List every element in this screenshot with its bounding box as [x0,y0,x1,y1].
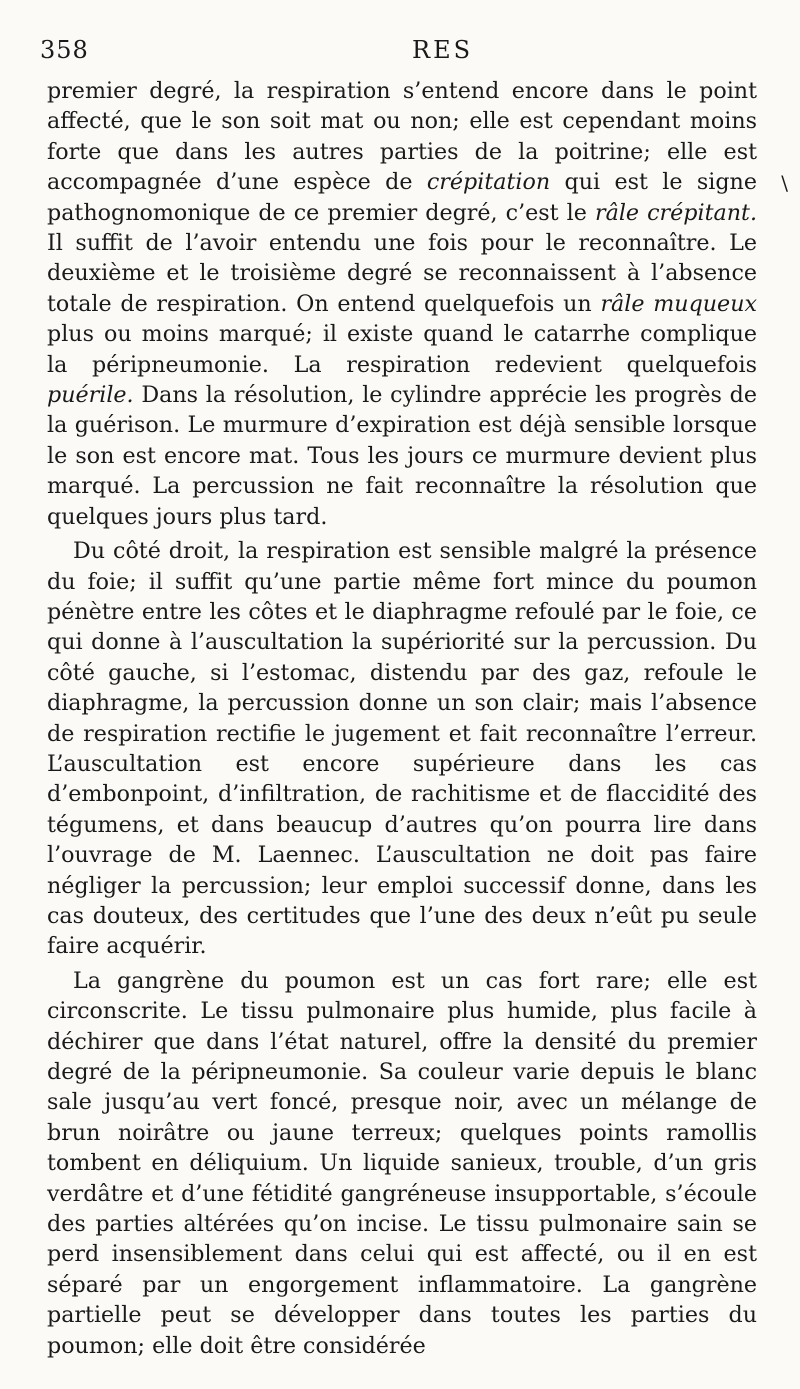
text-run: premier degré, la respiration s’entend encore dans le point affecté, que le son soit mat ou non; elle est cependant moins forte que dans les autres parties de la poitrine; elle est accompagnée d’une espèce de [47,78,757,196]
margin-mark: \ [781,171,788,195]
italic-term: râle muqueux [600,290,757,317]
body-text [47,76,757,1361]
running-head: RES [412,36,474,64]
text-run: Il suffit de l’avoir entendu une fois pour le reconnaître. Le deuxième et le troisième degré se reconnaissent à l’absence totale de respiration. On entend quelquefois un [47,230,757,317]
italic-term: puérile. [47,382,134,409]
text-run: plus ou moins marqué; il existe quand le catarrhe complique la péripneumonie. La respiration redevient quelquefois [47,321,757,378]
italic-term: râle crépitant. [594,199,757,226]
page-header [40,36,750,66]
paragraph [47,76,757,532]
text-run: La gangrène du poumon est un cas fort rare; elle est circonscrite. Le tissu pulmonaire plus humide, plus facile à déchirer que dans l’état naturel, offre la densité du premier degré de la péripneumonie. Sa couleur varie depuis le blanc sale jusqu’au vert foncé, presque noir, avec un mélange de brun noirâtre ou jaune terreux; quelques points ramollis tombent en déliquium. Un liquide sanieux, trouble, d’un gris verdâtre et d’une fétidité gangréneuse insupportable, s’écoule des parties altérées qu’on incise. Le tissu pulmonaire sain se perd insensiblement dans celui qui est affecté, ou il en est séparé par un engorgement inflammatoire. La gangrène partielle peut se développer dans toutes les parties du poumon; elle doit être considérée [47,967,757,1359]
text-run: Dans la résolution, le cylindre apprécie les progrès de la guérison. Le murmure d’expiration est déjà sensible lorsque le son est encore mat. Tous les jours ce murmure devient plus marqué. La percussion ne fait reconnaître la résolution que quelques jours plus tard. [47,382,757,530]
text-run: Du côté droit, la respiration est sensible malgré la présence du foie; il suffit qu’une partie même fort mince du poumon pénètre entre les côtes et le diaphragme refoulé par le foie, ce qui donne à l’auscultation la supériorité sur la percussion. Du côté gauche, si l’estomac, distendu par des gaz, refoule le diaphragme, la percussion donne un son clair; mais l’absence de respiration rectifie le jugement et fait reconnaître l’erreur. L’auscultation est encore supérieure dans les cas d’embonpoint, d’infiltration, de rachitisme et de flaccidité des tégumens, et dans beaucup d’autres qu’on pourra lire dans l’ouvrage de M. Laennec. L’auscultation ne doit pas faire négliger la percussion; leur emploi successif donne, dans les cas douteux, des certitudes que l’une des deux n’eût pu seule faire acquérir. [47,538,757,960]
text-run: qui est le signe pathognomonique de ce premier degré, c’est le [47,169,757,226]
paragraph [47,966,757,1361]
italic-term: crépitation [426,169,551,196]
page-number: 358 [40,36,89,64]
paragraph [47,536,757,962]
